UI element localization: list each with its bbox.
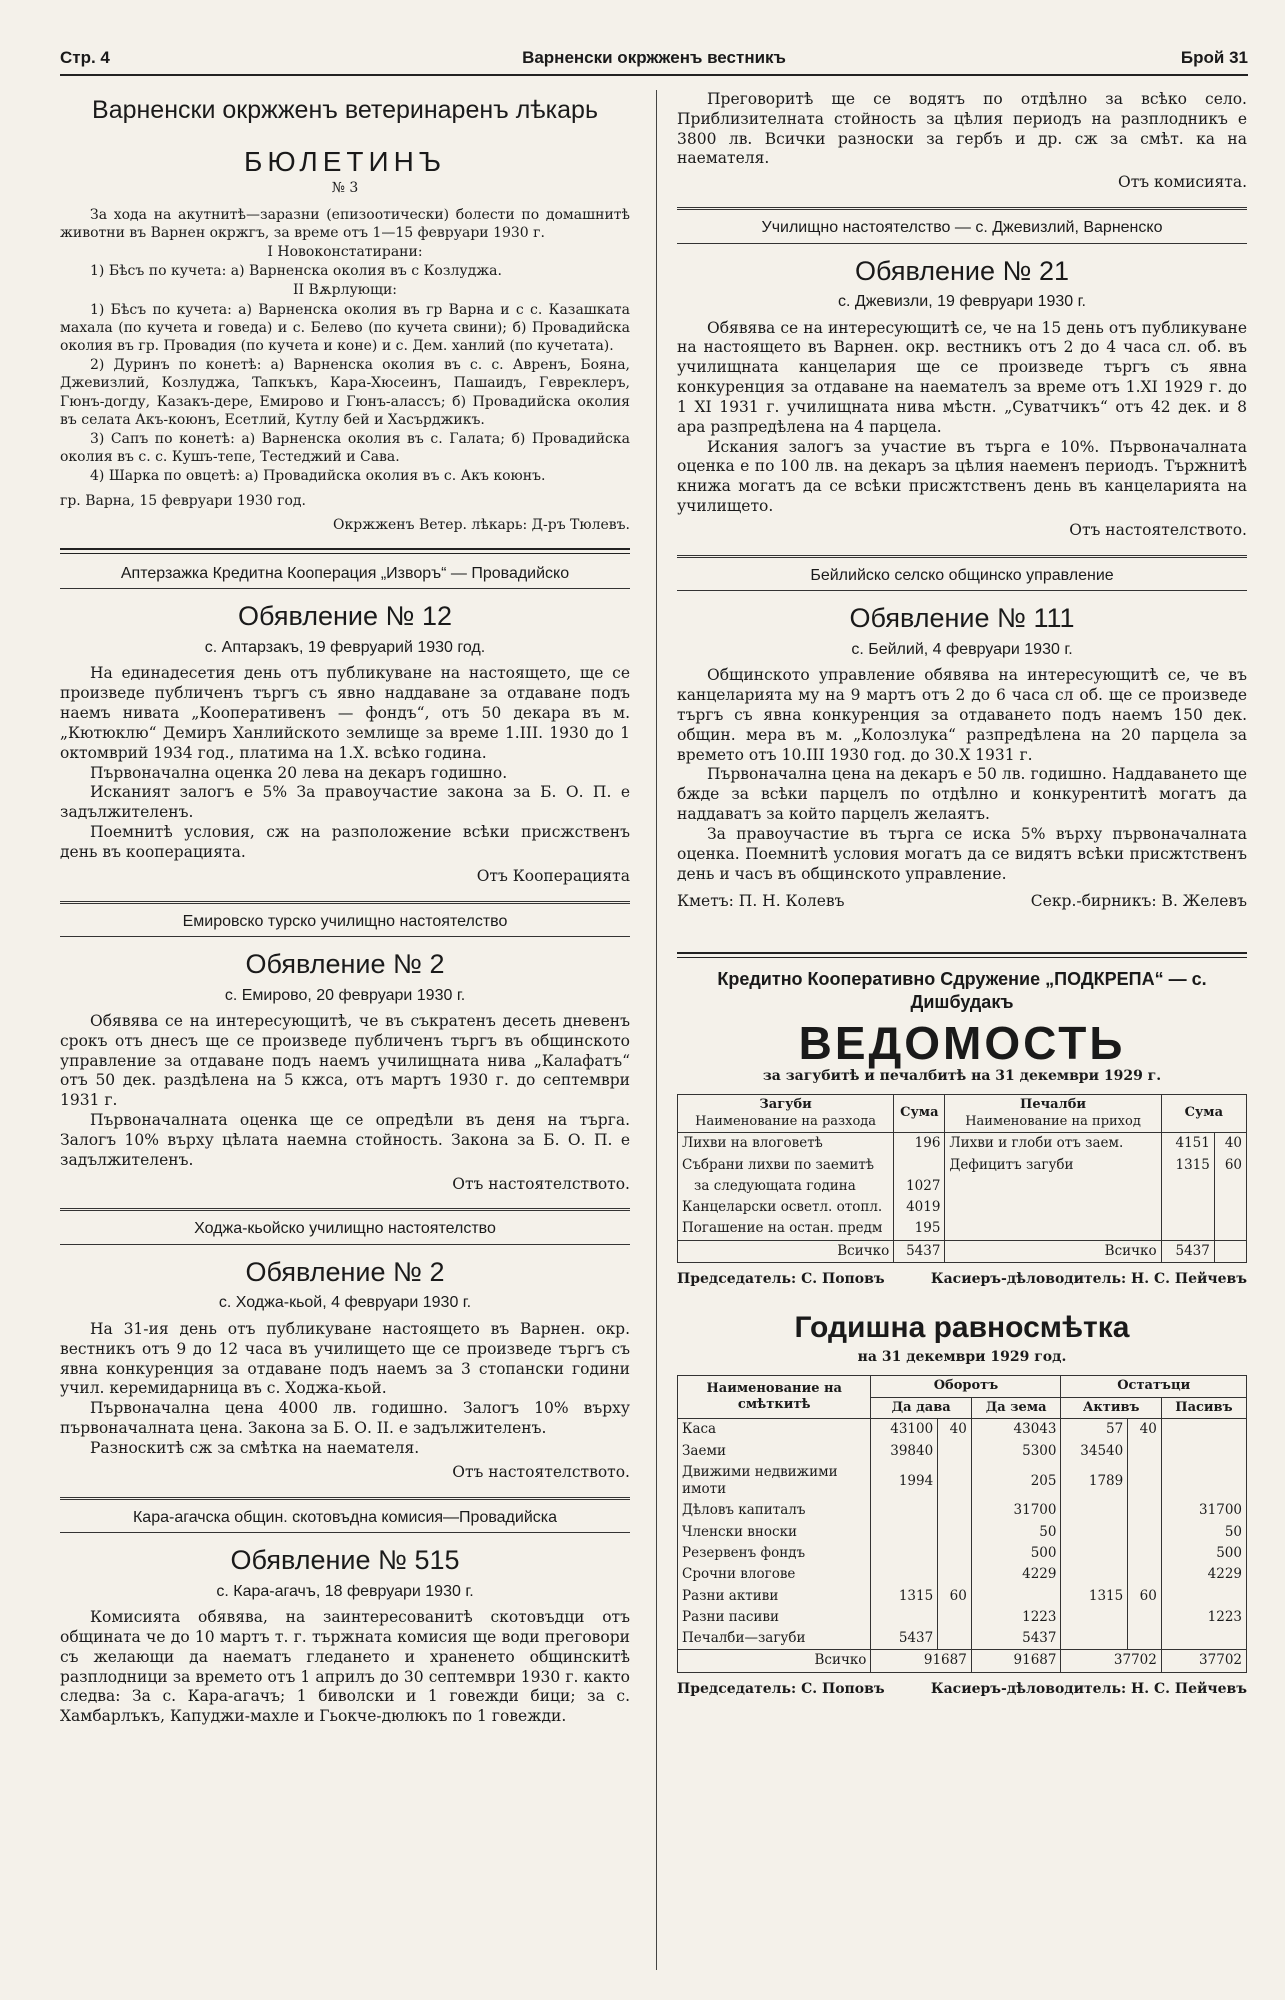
profit-stotinki: 60 — [1214, 1155, 1246, 1176]
announcement-2-hodzha — [60, 1219, 630, 1482]
section-rule — [677, 952, 1247, 958]
credit-heading: Да зема — [971, 1397, 1061, 1419]
chair-signature: Председатель: С. Поповъ — [677, 1270, 885, 1287]
table-row — [678, 1543, 1247, 1564]
announcement-text: Обявява се на интересующитѣ се, че на 15 день отъ публикуване на настоящето въ Варнен. окр. вестникъ отъ 2 до 4 часа сл. об. въ училищната канцелария ще се произведе търгъ съ явна конкуренция за отдаване на наемателъ за време отъ 1.XI 1929 г. до 1 XI 1931 г. училищната нива мѣстн. „Суватчикъ“ отъ 42 дек. и 8 ара разпредѣлена на 4 парцела. — [677, 318, 1247, 436]
balance-title: Годишна равносмѣтка — [794, 1310, 1130, 1344]
coop-statement — [677, 968, 1247, 1698]
issue-number: Брой 31 — [1180, 48, 1248, 67]
loss-name: за следующата година — [678, 1176, 894, 1197]
cashier-signature: Касиеръ-дѣловодитель: Н. С. Пейчевъ — [930, 1680, 1247, 1697]
remainders-heading: Остатъци — [1061, 1376, 1247, 1398]
profits-total: 5437 — [1161, 1240, 1214, 1262]
announcement-place-date: с. Кара-агачъ, 18 февруари 1930 г. — [216, 1582, 474, 1600]
announcement-text: Поемнитѣ условия, сж на разположение всѣки присжственъ день въ кооперацията. — [60, 823, 630, 861]
section-rule — [60, 548, 630, 554]
total-row — [678, 1240, 1247, 1262]
announcement-title: Обявление № 21 — [855, 255, 1069, 286]
announcement-12 — [60, 564, 630, 887]
loss-name: Канцеларски осветл. отопл. — [678, 1197, 894, 1218]
debit-stotinki — [938, 1628, 972, 1650]
announcement-text: Разноскитѣ сж за смѣтка на наемателя. — [90, 1438, 420, 1457]
right-column — [677, 90, 1247, 1699]
asset — [1061, 1628, 1128, 1650]
account-name: Разни активи — [678, 1586, 871, 1607]
bulletin-item: 3) Сапъ по конетѣ: а) Варненска околия въ с. Галата; б) Провадийска околия въ с. с. Кушъ-тепе, Тестеджий и Сава. — [60, 430, 630, 466]
announcement-111 — [677, 566, 1247, 912]
announcement-signature: Отъ Кооперацията — [476, 866, 630, 885]
liability — [1161, 1628, 1246, 1650]
credit — [971, 1586, 1061, 1607]
credit: 31700 — [971, 1500, 1061, 1521]
announcement-org: Училищно настоятелство — с. Джевизлий, Варненско — [677, 218, 1247, 243]
announcement-text: Преговоритѣ ще се водятъ по отдѣлно за всѣко село. Приблизителната стойность за цѣлия периодъ на разплодникъ е 3800 лв. Всички разноски за гербъ и др. сж за смѣт. ка на наемателя. — [677, 90, 1247, 168]
account-name: Каса — [678, 1419, 871, 1441]
announcement-text: Първоначална цена 4000 лв. годишно. Залогъ 10% върху първоначалната цена. Закона за Б. О. II. е задължителенъ. — [60, 1399, 630, 1438]
total-label: Всичко — [678, 1650, 871, 1672]
asset: 57 — [1061, 1419, 1128, 1441]
bulletin-heading-raging: II Вѫрлующи: — [292, 282, 398, 299]
asset — [1061, 1543, 1128, 1564]
loss-sum: 4019 — [894, 1197, 945, 1218]
announcement-text: Обявява се на интересующитѣ, че въ съкратенъ десеть дневенъ срокъ отъ днесъ ще се произведе публиченъ търгъ въ общинското управление за отдаване подъ наемъ училищната нива „Калафатъ“ отъ 50 дек. раздѣлена на 5 кжса, отъ мартъ 1930 г. до септември 1931 г. — [60, 1012, 630, 1110]
section-rule — [677, 207, 1247, 210]
announcement-signature: Отъ комисията. — [1117, 173, 1247, 192]
table-row — [678, 1197, 1247, 1218]
total-asset: 37702 — [1061, 1650, 1161, 1672]
profit-stotinki: 40 — [1214, 1133, 1246, 1155]
account-name: Дѣловъ капиталъ — [678, 1500, 871, 1521]
announcement-515-continued — [677, 90, 1247, 193]
announcement-org: Ходжа-кьойско училищно настоятелство — [60, 1219, 630, 1244]
debit-stotinki — [938, 1607, 972, 1628]
table-row — [678, 1607, 1247, 1628]
debit: 5437 — [871, 1628, 938, 1650]
announcement-place-date: с. Аптарзакъ, 19 февруарий 1930 год. — [204, 638, 486, 656]
table-row — [678, 1628, 1247, 1650]
account-name: Печалби—загуби — [678, 1628, 871, 1650]
bulletin-item: 4) Шарка по овцетѣ: а) Провадийска околия въ с. Акъ коюнъ. — [90, 468, 546, 485]
account-name: Резервенъ фондъ — [678, 1543, 871, 1564]
profit-sum: 1315 — [1161, 1155, 1214, 1176]
debit — [871, 1500, 938, 1521]
announcement-2-emirovo — [60, 912, 630, 1195]
coop-name: Кредитно Кооперативно Сдружение „ПОДКРЕПА“ — с. Дишбудакъ — [717, 969, 1207, 1013]
liability: 1223 — [1161, 1607, 1246, 1628]
liability — [1161, 1419, 1246, 1441]
debit — [871, 1607, 938, 1628]
column-divider — [656, 90, 657, 1970]
asset-stotinki — [1128, 1607, 1162, 1628]
announcement-org: Бейлийско селско общинско управление — [677, 566, 1247, 591]
section-rule — [677, 555, 1247, 558]
bulletin-date: гр. Варна, 15 февруари 1930 год. — [60, 492, 306, 509]
liability: 500 — [1161, 1543, 1246, 1564]
credit: 5437 — [971, 1628, 1061, 1650]
total-debit: 91687 — [871, 1650, 971, 1672]
asset-stotinki — [1128, 1628, 1162, 1650]
announcement-title: Обявление № 515 — [230, 1545, 460, 1576]
section-rule — [60, 1497, 630, 1500]
vet-org: Варненски окржженъ ветеринаренъ лѣкарь — [92, 96, 598, 124]
liability — [1161, 1462, 1246, 1501]
announcement-org: Аптерзажка Кредитна Кооперация „Изворъ“ — Провадийско — [60, 564, 630, 589]
table-row — [678, 1155, 1247, 1176]
bulletin-item: 1) Бѣсъ по кучета: а) Варненска околия въ с Козлуджа. — [90, 263, 502, 280]
section-rule — [60, 1208, 630, 1211]
profit-sum: 4151 — [1161, 1133, 1214, 1155]
announcement-text: Първоначална цена на декаръ е 50 лв. годишно. Наддаването ще бжде за всѣки парцелъ по отдѣлно и конкурентитѣ могатъ да наддаватъ за който парцелъ желаятъ. — [677, 765, 1247, 824]
debit-stotinki — [938, 1522, 972, 1543]
vet-bulletin — [60, 94, 630, 534]
credit: 5300 — [971, 1441, 1061, 1462]
debit-stotinki — [938, 1564, 972, 1585]
debit: 39840 — [871, 1441, 938, 1462]
statement-title: ВЕДОМОСТЬ — [798, 1017, 1126, 1070]
loss-sum: 196 — [894, 1133, 945, 1155]
loss-name: Погашение на остан. предм — [678, 1218, 894, 1240]
account-name: Разни пасиви — [678, 1607, 871, 1628]
loss-name: Събрани лихви по заемитѣ — [678, 1155, 894, 1176]
debit-heading: Да дава — [871, 1397, 971, 1419]
liability: 31700 — [1161, 1500, 1246, 1521]
announcement-place-date: с. Емирово, 20 февруари 1930 г. — [224, 986, 466, 1004]
balance-signatures — [677, 1681, 1247, 1699]
liability: 4229 — [1161, 1564, 1246, 1585]
page-header — [60, 40, 1248, 76]
left-column — [60, 90, 630, 1727]
announcement-text: Комисията обявява, на заинтересованитѣ скотовъдци отъ общината че до 10 мартъ т. г. тържната комисия ще води преговори съ желающи да наематъ гледането и храненето общинскитѣ разплодници за времето отъ 1 априлъ до 30 септември 1930 г. както следва: За с. Кара-агачъ; 1 биволски и 1 говежди бици; за с. Хамбарлъкъ, Капуджи-махле и Гьокче-дюлюкъ по 1 говежди. — [60, 1608, 630, 1726]
account-name-heading: Наименование на смѣткитѣ — [678, 1376, 871, 1419]
liability — [1161, 1441, 1246, 1462]
table-row — [678, 1586, 1247, 1607]
balance-subtitle: на 31 декември 1929 год. — [857, 1349, 1067, 1366]
announcement-text: Първоначалната оценка ще се опредѣли въ деня на търга. Залогъ 10% върху цѣлата наемна стойность. Закона за Б. О. П. е задължителенъ. — [60, 1111, 630, 1169]
announcement-signature: Отъ настоятелството. — [1069, 520, 1247, 539]
loss-name: Лихви на влоговетѣ — [678, 1133, 894, 1155]
debit-stotinki — [938, 1462, 972, 1501]
losses-heading: Загуби — [759, 1097, 812, 1113]
page-number: Стр. 4 — [60, 48, 110, 67]
asset-stotinki — [1128, 1441, 1162, 1462]
debit-stotinki: 60 — [938, 1586, 972, 1607]
debit — [871, 1564, 938, 1585]
total-label: Всичко — [678, 1240, 894, 1262]
credit: 1223 — [971, 1607, 1061, 1628]
announcement-place-date: с. Ходжа-кьой, 4 февруари 1930 г. — [218, 1294, 472, 1312]
balance-table — [677, 1375, 1247, 1672]
table-row — [678, 1419, 1247, 1441]
asset — [1061, 1564, 1128, 1585]
chair-signature: Председатель: С. Поповъ — [677, 1680, 885, 1697]
announcement-515 — [60, 1508, 630, 1727]
newspaper-page — [60, 40, 1248, 1980]
account-name: Движими недвижими имоти — [678, 1462, 871, 1501]
turnover-heading: Оборотъ — [871, 1376, 1061, 1398]
asset — [1061, 1607, 1128, 1628]
debit: 1315 — [871, 1586, 938, 1607]
bulletin-number: № 3 — [331, 179, 359, 196]
announcement-signature: Отъ настоятелството. — [452, 1174, 630, 1193]
table-row — [678, 1522, 1247, 1543]
asset-stotinki — [1128, 1564, 1162, 1585]
asset — [1061, 1500, 1128, 1521]
announcement-text: Общинското управление обявява на интересующитѣ се, че въ канцеларията му на 9 мартъ отъ 2 до 6 часа сл об. ще се произведе търгъ съ явна конкуренция за отдаването подъ наемъ 150 дек. общин. мера въ м. „Колозлука“ разпредѣлена на 20 парцела за времето отъ 10.III 1930 год. до 30.X 1931 г. — [677, 666, 1247, 764]
table-row — [678, 1462, 1247, 1501]
total-label: Всичко — [945, 1240, 1161, 1262]
account-name: Заеми — [678, 1441, 871, 1462]
announcement-text: Искания залогъ за участие въ търга е 10%. Първоначалната оценка е по 100 лв. на декаръ за цѣлия наеменъ периодъ. Тържнитѣ книжа могатъ да се всѣки присжтственъ день въ канцеларията на училището. — [677, 437, 1247, 516]
asset-stotinki: 60 — [1128, 1586, 1162, 1607]
debit-stotinki — [938, 1441, 972, 1462]
loss-sum: 195 — [894, 1218, 945, 1240]
profit-name: Лихви и глоби отъ заем. — [945, 1133, 1161, 1155]
table-row — [678, 1133, 1247, 1155]
statement-signatures — [677, 1271, 1247, 1289]
announcement-title: Обявление № 2 — [245, 1256, 445, 1287]
losses-subheading: Наименование на разхода — [695, 1113, 877, 1129]
announcement-21 — [677, 218, 1247, 541]
liability — [1161, 1586, 1246, 1607]
debit-stotinki — [938, 1500, 972, 1521]
bulletin-signature: Окржженъ Ветер. лѣкарь: Д-ръ Тюлевъ. — [333, 516, 630, 533]
asset: 34540 — [1061, 1441, 1128, 1462]
announcement-org: Кара-агачска общин. скотовъдна комисия—Провадийска — [60, 1508, 630, 1533]
announcement-text: Първоначална оценка 20 лева на декаръ годишно. — [90, 763, 508, 782]
announcement-text: На единадесетия день отъ публикуване на настоящето, ще се произведе публиченъ търгъ съ явно наддаване за отдаване подъ наемъ нивата „Кооперативенъ — фондъ“, отъ 50 декара въ м. „Кютюклю“ Демиръ Ханлийското землище за време 1.III. 1930 до 1 октомврий 1934 год., платима на 1.X. всѣко година. — [60, 664, 630, 762]
credit: 500 — [971, 1543, 1061, 1564]
table-row — [678, 1176, 1247, 1197]
table-row — [678, 1218, 1247, 1240]
secretary-signature: Секр.-бирникъ: В. Желевъ — [1030, 892, 1247, 911]
announcement-signature: Отъ настоятелството. — [452, 1462, 630, 1481]
total-credit: 91687 — [971, 1650, 1061, 1672]
announcement-title: Обявление № 2 — [245, 948, 445, 979]
table-row — [678, 1441, 1247, 1462]
credit: 43043 — [971, 1419, 1061, 1441]
asset: 1315 — [1061, 1586, 1128, 1607]
asset-stotinki — [1128, 1462, 1162, 1501]
debit — [871, 1543, 938, 1564]
total-row — [678, 1650, 1247, 1672]
announcement-place-date: с. Бейлий, 4 февруари 1930 г. — [851, 640, 1073, 658]
asset-stotinki — [1128, 1543, 1162, 1564]
asset-heading: Активъ — [1061, 1397, 1161, 1419]
bulletin-title: БЮЛЕТИНЪ — [243, 146, 447, 177]
announcement-title: Обявление № 111 — [849, 603, 1075, 634]
total-liability: 37702 — [1161, 1650, 1246, 1672]
table-row — [678, 1564, 1247, 1585]
debit: 43100 — [871, 1419, 938, 1441]
announcement-org: Емировско турско училищно настоятелство — [60, 912, 630, 937]
asset-stotinki: 40 — [1128, 1419, 1162, 1441]
sum-heading: Сума — [894, 1095, 945, 1133]
bulletin-intro: За хода на акутнитѣ—заразни (епизоотически) болести по домашнитѣ животни въ Варнен окржгъ, за време отъ 1—15 февруари 1930 г. — [60, 206, 630, 241]
asset — [1061, 1522, 1128, 1543]
announcement-text: За правоучастие въ търга се иска 5% върху първоначалната оценка. Поемнитѣ условия могатъ да се видятъ всѣки присжтственъ день и часъ въ общинското управление. — [677, 824, 1247, 883]
sum-heading: Сума — [1161, 1095, 1246, 1133]
debit — [871, 1522, 938, 1543]
table-row — [678, 1500, 1247, 1521]
mayor-signature: Кметъ: П. Н. Колевъ — [677, 892, 845, 911]
bulletin-item: 2) Дуринъ по конетѣ: а) Варненска околия въ с. с. Авренъ, Бояна, Джевизлий, Козлуджа, Taпкъкъ, Кара-Хюсеинъ, Пашаидъ, Гевреклеръ, Гюнъ-догду, Казакъ-дере, Емирово и Гюнъ-алассъ; б) Провадийска околия въ селата Акъ-коюнъ, Есетлий, Кутлу бей и Хасърджикъ. — [60, 357, 630, 428]
debit-stotinki: 40 — [938, 1419, 972, 1441]
liability: 50 — [1161, 1522, 1246, 1543]
credit: 4229 — [971, 1564, 1061, 1585]
liability-heading: Пасивъ — [1161, 1397, 1246, 1419]
losses-total: 5437 — [894, 1240, 945, 1262]
announcement-text: На 31-ия день отъ публикуване настоящето въ Варнен. окр. вестникъ отъ 9 до 12 часа въ училището ще се произведе търгъ съ явна конкуренция за отдаване подъ наемъ за 3 стопански години учил. керемидарница въ с. Ходжа-кьой. — [60, 1319, 630, 1398]
cashier-signature: Касиеръ-дѣловодитель: Н. С. Пейчевъ — [930, 1270, 1247, 1287]
asset-stotinki — [1128, 1500, 1162, 1521]
announcement-title: Обявление № 12 — [238, 601, 452, 632]
loss-sum — [894, 1155, 945, 1176]
profit-loss-table — [677, 1094, 1247, 1263]
asset: 1789 — [1061, 1462, 1128, 1501]
account-name: Членски вноски — [678, 1522, 871, 1543]
credit: 50 — [971, 1522, 1061, 1543]
asset-stotinki — [1128, 1522, 1162, 1543]
bulletin-item: 1) Бѣсъ по кучета: а) Варненска околия въ гр Варна и с с. Казашката махала (по кучета и говеда) и с. Белево (по кучета свини); б) Провадийска околия въ гр. Провадия (по кучета и коне) и с. Дем. ханлий (по кучетата). — [60, 301, 630, 355]
account-name: Срочни влогове — [678, 1564, 871, 1585]
announcement-text: Исканият залогъ е 5% За правоучастие закона за Б. О. П. е задължителенъ. — [60, 783, 630, 822]
profit-name: Дефицитъ загуби — [945, 1155, 1161, 1176]
announcement-place-date: с. Джевизли, 19 февруари 1930 г. — [838, 293, 1086, 311]
statement-subtitle: за загубитѣ и печалбитѣ на 31 декември 1929 г. — [762, 1068, 1162, 1085]
newspaper-title: Варненски окржженъ вестникъ — [522, 48, 786, 67]
bulletin-heading-new: I Новоконстатирани: — [267, 244, 423, 261]
credit: 205 — [971, 1462, 1061, 1501]
debit: 1994 — [871, 1462, 938, 1501]
loss-sum: 1027 — [894, 1176, 945, 1197]
debit-stotinki — [938, 1543, 972, 1564]
profits-heading: Печалби — [1020, 1097, 1087, 1113]
profits-subheading: Наименование на приход — [965, 1113, 1141, 1129]
section-rule — [60, 901, 630, 904]
